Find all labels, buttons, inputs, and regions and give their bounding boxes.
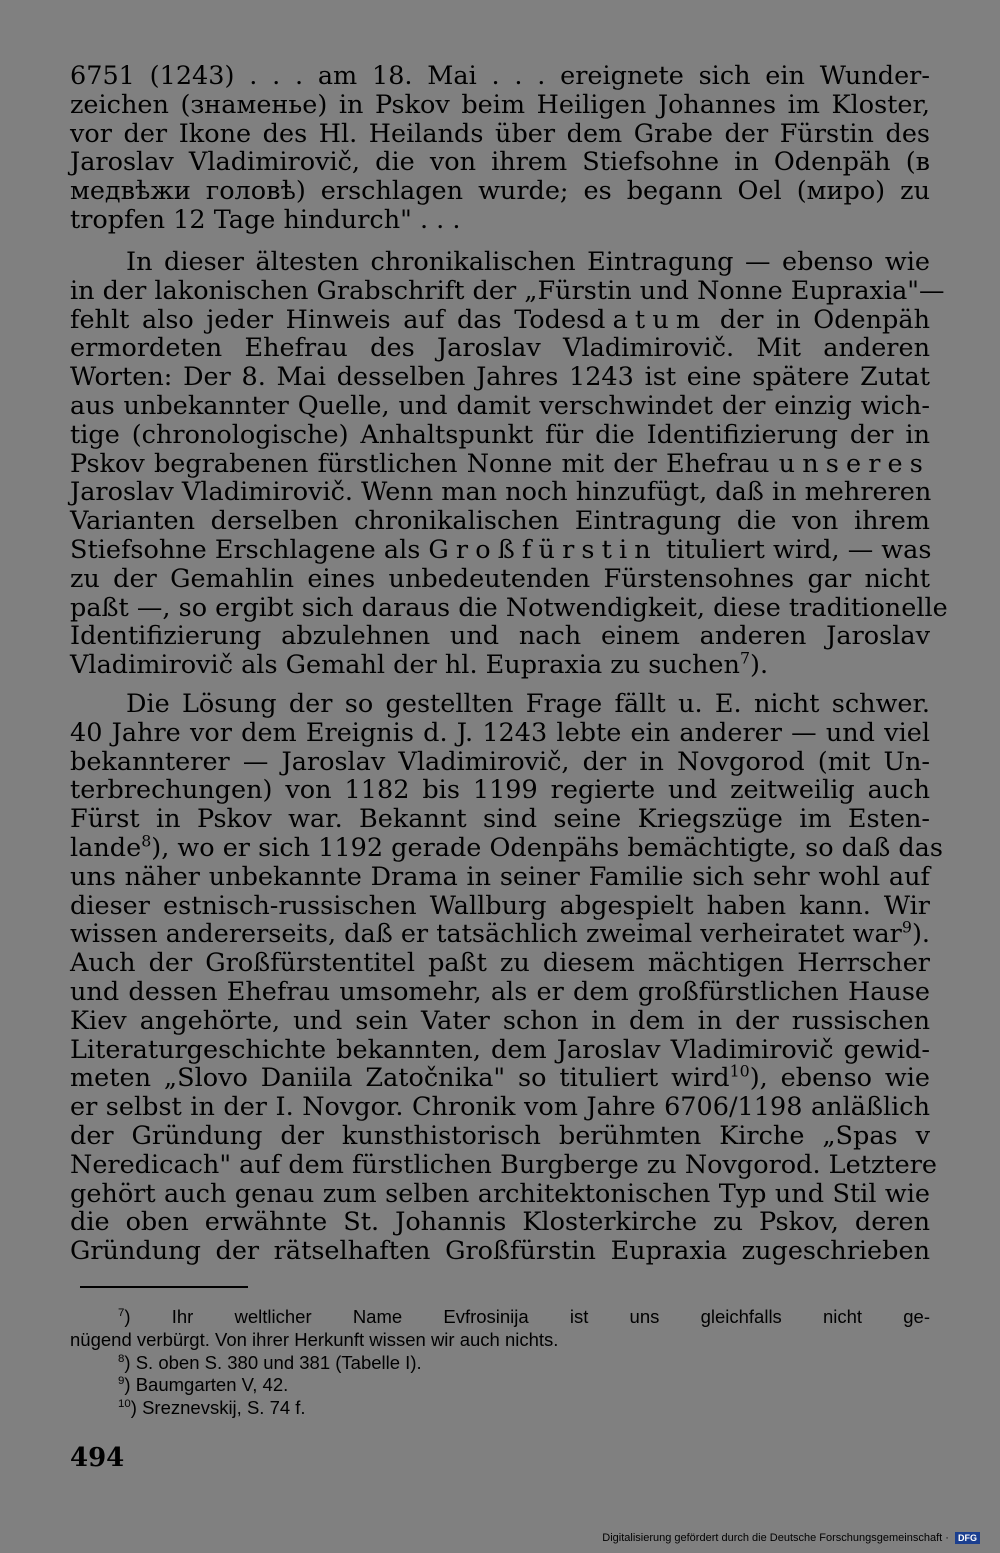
text-line: dieser estnisch-russischen Wallburg abgespielt haben kann. Wir bbox=[70, 890, 930, 921]
text-line: Varianten derselben chronikalischen Eintragung die von ihrem bbox=[70, 506, 930, 537]
text-line bbox=[70, 1061, 930, 1094]
text-fragment: Vladimirovič als Gemahl der hl. Eupraxia zu suchen bbox=[70, 650, 740, 681]
text-line: terbrechungen) von 1182 bis 1199 regierte und zeitweilig auch bbox=[70, 775, 930, 806]
text-fragment: ). bbox=[911, 919, 930, 950]
text-line: zeichen (знаменье) in Pskov beim Heiligen Johannes im Kloster, bbox=[70, 89, 930, 120]
text-line: Neredicach" auf dem fürstlichen Burgberge zu Novgorod. Letztere bbox=[70, 1149, 937, 1180]
text-line bbox=[70, 648, 930, 681]
footnote-text: Sreznevskij, S. 74 f. bbox=[142, 1397, 306, 1419]
text-line: Jaroslav Vladimirovič, die von ihrem Stiefsohne in Odenpäh (в bbox=[70, 147, 930, 178]
text-line: gehört auch genau zum selben architektonischen Typ und Stil wie bbox=[70, 1178, 930, 1209]
text-line: Literaturgeschichte bekannten, dem Jaroslav Vladimirovič gewid- bbox=[70, 1034, 930, 1065]
text-line: er selbst in der I. Novgor. Chronik vom Jahre 6706/1198 anläßlich bbox=[70, 1092, 930, 1123]
emphasis-todes: Todes bbox=[514, 304, 590, 335]
text-line: In dieser ältesten chronikalischen Eintragung — ebenso wie bbox=[126, 247, 930, 277]
text-fragment: ). bbox=[750, 650, 769, 681]
footnote-mark: 9 bbox=[118, 1375, 125, 1388]
footnotes bbox=[70, 1306, 930, 1420]
footnote-ref-7: 7 bbox=[739, 648, 751, 668]
text-line: Stiefsohne Erschlagene als Großfürstin tituliert wird, — was bbox=[70, 534, 932, 565]
text-line: vor der Ikone des Hl. Heilands über dem Grabe der Fürstin des bbox=[70, 118, 930, 149]
emphasis-grossfuerstin: Großfürstin bbox=[428, 534, 658, 565]
text-line: Gründung der rätselhaften Großfürstin Eupraxia zugeschrieben bbox=[70, 1236, 930, 1267]
text-line: der Gründung der kunsthistorisch berühmten Kirche „Spas v bbox=[70, 1120, 930, 1151]
text-fragment: ), ebenso wie bbox=[749, 1063, 930, 1094]
emphasis-unseres: unseres bbox=[778, 448, 930, 479]
text-line: fehlt also jeder Hinweis auf das Todesdatum der in Odenpäh bbox=[70, 304, 930, 335]
paragraph-quote bbox=[70, 62, 930, 235]
footnote-7-cont: nügend verbürgt. Von ihrer Herkunft wissen wir auch nichts. bbox=[70, 1328, 559, 1350]
text-line: uns näher unbekannte Drama in seiner Familie sich sehr wohl auf bbox=[70, 861, 930, 892]
footnote-7: $^7$) Ihr weltlicher Name Evfrosinija ist uns gleichfalls nicht ge- bbox=[118, 1306, 930, 1327]
footnote-mark: 7 bbox=[118, 1306, 125, 1319]
text-line: paßt —, so ergibt sich daraus die Notwendigkeit, diese traditionelle bbox=[70, 592, 948, 623]
text-line: und dessen Ehefrau umsomehr, als er dem großfürstlichen Hause bbox=[70, 976, 930, 1007]
credit-text: Digitalisierung gefördert durch die Deutsche Forschungsgemeinschaft · bbox=[602, 1532, 949, 1544]
footnote-text: Baumgarten V, 42. bbox=[135, 1374, 289, 1396]
text-line: Kiev angehörte, und sein Vater schon in dem in der russischen bbox=[70, 1005, 930, 1036]
text-line: tige (chronologische) Anhaltspunkt für die Identifizierung der in bbox=[70, 419, 930, 450]
dfg-logo-icon: DFG bbox=[955, 1532, 980, 1544]
text-line: 6751 (1243) . . . am 18. Mai . . . ereignete sich ein Wunder- bbox=[70, 61, 930, 91]
text-line: Die Lösung der so gestellten Frage fällt u. E. nicht schwer. bbox=[126, 689, 930, 719]
footnote-mark: 8 bbox=[118, 1352, 125, 1365]
page-number: 494 bbox=[70, 1443, 125, 1473]
footnote-text: Ihr weltlicher Name Evfrosinija ist uns gleichfalls nicht ge- bbox=[171, 1306, 930, 1327]
paragraph-3 bbox=[70, 689, 943, 1267]
emphasis-datum: datum bbox=[589, 304, 708, 335]
footnote-text: S. oben S. 380 und 381 (Tabelle I). bbox=[135, 1351, 422, 1373]
text-fragment: meten „Slovo Daniila Zatočnika" so tituliert wird bbox=[70, 1063, 730, 1094]
text-line: Pskov begrabenen fürstlichen Nonne mit der Ehefrau unseres bbox=[70, 448, 930, 479]
digitization-credit bbox=[602, 1532, 980, 1544]
footnote-10: $^{10}$) Sreznevskij, S. 74 f. bbox=[118, 1397, 306, 1419]
text-line: Identifizierung abzulehnen und nach einem anderen Jaroslav bbox=[70, 621, 930, 652]
footnote-ref-10: 10 bbox=[729, 1061, 750, 1081]
text-line: Jaroslav Vladimirovič. Wenn man noch hinzufügt, daß in mehreren bbox=[70, 477, 932, 508]
text-line: медвѣжи головѣ) erschlagen wurde; es begann Oel (миро) zu bbox=[70, 176, 930, 207]
text-line bbox=[70, 831, 943, 863]
text-fragment: lande bbox=[70, 832, 142, 863]
footnote-rule bbox=[80, 1286, 248, 1288]
text-fragment: wissen andererseits, daß er tatsächlich zweimal verheiratet war bbox=[70, 919, 902, 950]
text-line: Auch der Großfürstentitel paßt zu diesem mächtigen Herrscher bbox=[70, 948, 930, 979]
text-line: Fürst in Pskov war. Bekannt sind seine Kriegszüge im Esten- bbox=[70, 804, 930, 835]
text-line: Worten: Der 8. Mai desselben Jahres 1243 ist eine spätere Zutat bbox=[70, 362, 930, 393]
text-line: 40 Jahre vor dem Ereignis d. J. 1243 lebte ein anderer — und viel bbox=[70, 717, 930, 748]
text-fragment: ), wo er sich 1192 gerade Odenpähs bemächtigte, so daß das bbox=[151, 832, 943, 863]
text-line: tropfen 12 Tage hindurch" . . . bbox=[70, 204, 461, 235]
footnote-9: $^9$) Baumgarten V, 42. bbox=[118, 1374, 289, 1396]
footnote-mark: 10 bbox=[118, 1398, 131, 1411]
footnote-8: $^8$) S. oben S. 380 und 381 (Tabelle I). bbox=[118, 1351, 422, 1373]
text-line: in der lakonischen Grabschrift der „Fürstin und Nonne Eupraxia"— bbox=[70, 275, 945, 306]
footnote-ref-8: 8 bbox=[141, 831, 152, 851]
text-line: aus unbekannter Quelle, und damit verschwindet der einzig wich- bbox=[70, 390, 930, 421]
text-line: bekannterer — Jaroslav Vladimirovič, der in Novgorod (mit Un- bbox=[70, 746, 930, 777]
text-line: zu der Gemahlin eines unbedeutenden Fürstensohnes gar nicht bbox=[70, 563, 930, 594]
footnote-ref-9: 9 bbox=[901, 917, 912, 937]
text-line bbox=[70, 917, 930, 950]
text-line: die oben erwähnte St. Johannis Klosterkirche zu Pskov, deren bbox=[70, 1207, 930, 1238]
text-line: ermordeten Ehefrau des Jaroslav Vladimirovič. Mit anderen bbox=[70, 333, 930, 364]
paragraph-2 bbox=[70, 247, 948, 681]
